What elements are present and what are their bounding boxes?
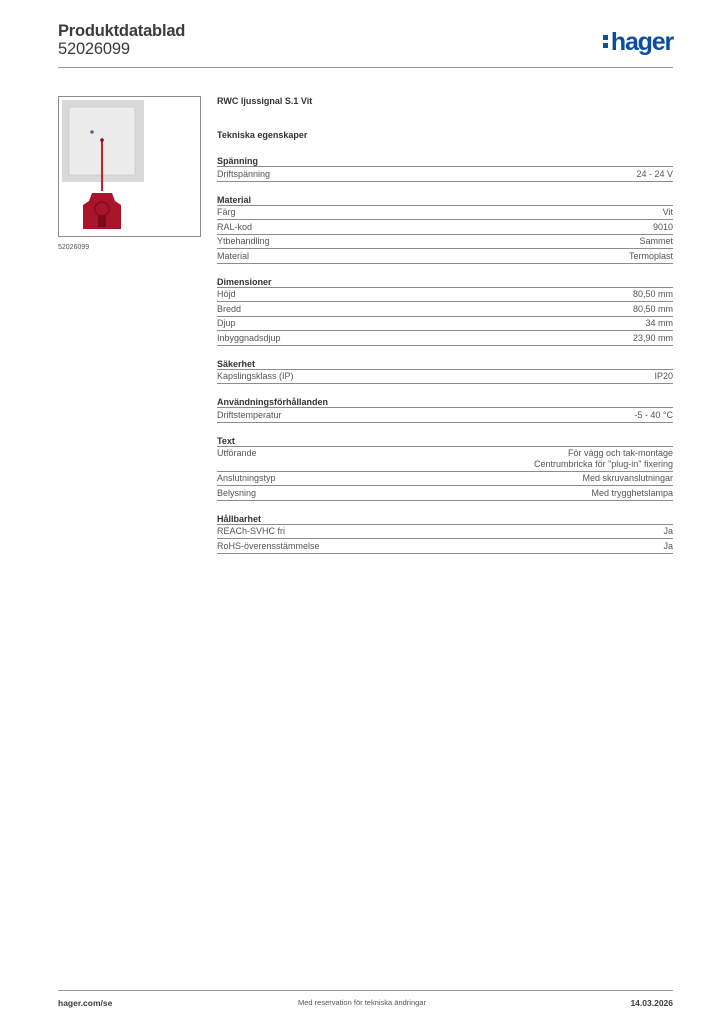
product-image (58, 96, 201, 237)
spec-value: Med trygghetslampa (591, 487, 673, 498)
spec-label: Kapslingsklass (IP) (217, 371, 294, 381)
spec-value: För vägg och tak-montage Centrumbricka för "plug-in" fixering (534, 448, 673, 469)
spec-label: Höjd (217, 289, 236, 299)
spec-label: Ytbehandling (217, 236, 270, 246)
spec-row (217, 167, 673, 182)
spec-section (217, 396, 673, 423)
specs-heading: Tekniska egenskaper (217, 130, 308, 140)
footer-website: hager.com/se (58, 998, 113, 1008)
spec-row (217, 249, 673, 264)
spec-section (217, 276, 673, 346)
hager-logo (603, 28, 673, 56)
spec-label: RoHS-överensstämmelse (217, 540, 320, 551)
section-title: Spänning (217, 155, 673, 167)
spec-row (217, 447, 673, 472)
spec-sections (217, 155, 673, 554)
section-title: Användningsförhållanden (217, 396, 673, 408)
section-title: Text (217, 435, 673, 447)
spec-label: Djup (217, 318, 236, 328)
spec-value: -5 - 40 °C (634, 409, 673, 420)
footer-disclaimer: Med reservation för tekniska ändringar (298, 998, 426, 1007)
header-divider (58, 67, 673, 68)
spec-section (217, 194, 673, 264)
spec-row (217, 472, 673, 487)
spec-label: Färg (217, 207, 236, 217)
spec-value: IP20 (654, 371, 673, 381)
spec-row (217, 302, 673, 317)
spec-value: 80,50 mm (632, 289, 673, 299)
spec-row (217, 525, 673, 540)
logo-dots-icon (603, 33, 609, 53)
section-title: Material (217, 194, 673, 206)
spec-section (217, 358, 673, 385)
document-title: Produktdatablad (58, 22, 186, 40)
spec-row (217, 539, 673, 554)
spec-value: Ja (663, 526, 673, 536)
section-title: Hållbarhet (217, 513, 673, 525)
spec-row (217, 288, 673, 303)
spec-row (217, 317, 673, 332)
spec-value: Termoplast (628, 250, 673, 261)
spec-value: 34 mm (645, 318, 673, 328)
spec-row (217, 235, 673, 250)
spec-label: Utförande (217, 448, 257, 458)
image-caption: 52026099 (58, 244, 90, 251)
spec-row (217, 331, 673, 346)
spec-value: Vit (662, 207, 673, 217)
spec-value: Ja (663, 540, 673, 551)
spec-row (217, 408, 673, 423)
spec-value: Med skruvanslutningar (582, 473, 673, 483)
spec-label: Anslutningstyp (217, 473, 276, 483)
spec-value: 23,90 mm (632, 332, 673, 343)
product-number: 52026099 (58, 40, 130, 58)
spec-label: Material (217, 250, 250, 261)
spec-label: RAL-kod (217, 221, 253, 232)
spec-label: Bredd (217, 303, 242, 314)
spec-value: 24 - 24 V (636, 168, 673, 179)
section-title: Dimensioner (217, 276, 673, 288)
spec-value: Sammet (639, 236, 673, 246)
footer-date: 14.03.2026 (630, 998, 673, 1008)
spec-value: 80,50 mm (632, 303, 673, 314)
product-illustration (59, 97, 200, 236)
page-header (58, 20, 673, 70)
spec-row (217, 486, 673, 501)
spec-sheet (217, 95, 673, 554)
spec-section (217, 513, 673, 554)
spec-label: Driftspänning (217, 168, 271, 179)
spec-label: Belysning (217, 487, 257, 498)
spec-row (217, 370, 673, 385)
footer-divider (58, 990, 673, 991)
spec-section (217, 155, 673, 182)
spec-section (217, 435, 673, 501)
spec-row (217, 206, 673, 221)
spec-row (217, 220, 673, 235)
spec-label: Inbyggnadsdjup (217, 332, 281, 343)
spec-value: 9010 (652, 221, 673, 232)
product-name: RWC ljussignal S.1 Vit (217, 96, 313, 106)
section-title: Säkerhet (217, 358, 673, 370)
spec-label: REACh-SVHC fri (217, 526, 286, 536)
logo-text: hager (610, 28, 673, 56)
spec-label: Driftstemperatur (217, 409, 282, 420)
